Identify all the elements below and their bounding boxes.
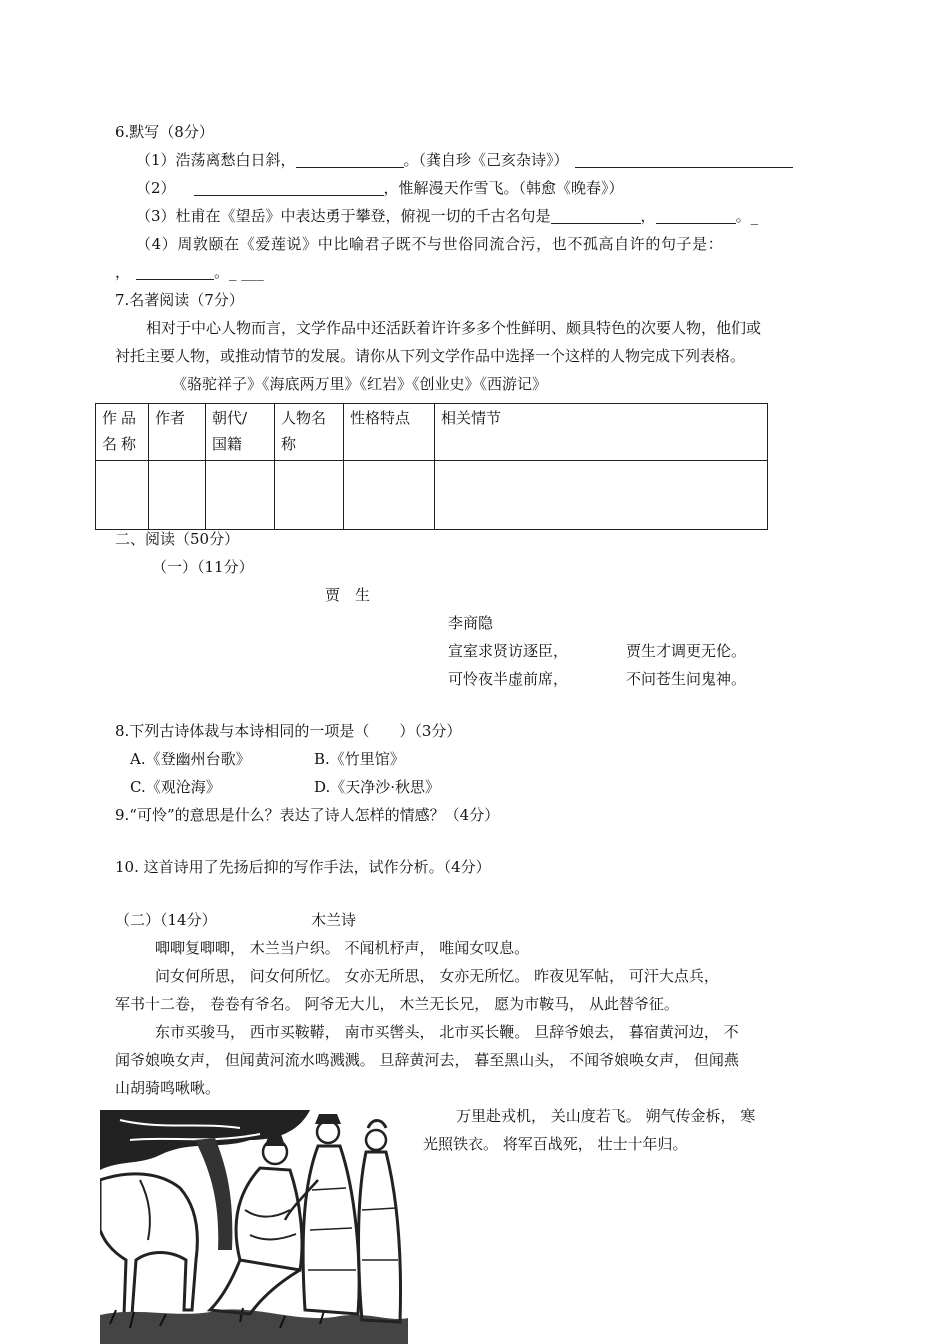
section2-title: 二、阅读（50分） [115, 530, 240, 548]
q6-line3-c: 。_ [735, 207, 759, 225]
q7-paragraph-1: 相对于中心人物而言，文学作品中还活跃着许许多多个性鲜明、颇具特色的次要人物，他们或 [146, 319, 762, 337]
poem-line-1b: 贾生才调更无伦。 [626, 642, 747, 660]
q6-blank-2[interactable] [575, 152, 793, 168]
table-header-row [96, 404, 768, 461]
q6-line5 [115, 262, 264, 282]
q6-blank-1[interactable] [296, 152, 404, 168]
q6-blank-3[interactable] [194, 180, 384, 196]
q6-line1-a: （1）浩荡离愁白日斜， [136, 151, 296, 169]
q8-option-a[interactable]: A.《登幽州台歌》 [130, 750, 251, 768]
q7-book-list: 《骆驼祥子》《海底两万里》《红岩》《创业史》《西游记》 [172, 375, 548, 393]
q6-line2-b: ，惟解漫天作雪飞。（韩愈《晚春》） [383, 179, 624, 197]
mulan-paragraph-2b: 军书十二卷， 卷卷有爷名。 阿爷无大儿， 木兰无长兄， 愿为市鞍马， 从此替爷征。 [115, 995, 679, 1013]
q7-paragraph-2: 衬托主要人物，或推动情节的发展。请你从下列文学作品中选择一个这样的人物完成下列表格。 [115, 347, 746, 365]
cell-work-name[interactable] [96, 461, 149, 530]
q8-option-d[interactable]: D.《天净沙·秋思》 [314, 778, 441, 796]
q6-line2 [136, 178, 624, 198]
q6-line4: （4）周敦颐在《爱莲说》中比喻君子既不与世俗同流合污，也不孤高自许的句子是： [136, 235, 724, 253]
q8-option-c[interactable]: C.《观沧海》 [130, 778, 221, 796]
q6-line3-b: ， [640, 207, 656, 225]
q6-line1-b: 。（龚自珍《己亥杂诗》） [403, 151, 569, 169]
cell-plot[interactable] [435, 461, 768, 530]
cell-personality[interactable] [344, 461, 435, 530]
mulan-paragraph-3a: 东市买骏马， 西市买鞍鞯， 南市买辔头， 北市买长鞭。 旦辞爷娘去， 暮宿黄河边， 不 [155, 1023, 739, 1041]
q6-title: 6.默写（8分） [115, 123, 214, 141]
mulan-paragraph-3c: 山胡骑鸣啾啾。 [115, 1079, 221, 1097]
cell-author[interactable] [149, 461, 206, 530]
q6-line5-a: ， [115, 263, 131, 281]
works-table [95, 403, 768, 530]
part2-poem-title: 木兰诗 [311, 911, 357, 929]
mulan-paragraph-1: 唧唧复唧唧， 木兰当户织。 不闻机杼声， 唯闻女叹息。 [155, 939, 530, 957]
header-author: 作者 [149, 404, 206, 461]
header-work-name: 作品 名称 [96, 404, 149, 461]
poem-line-1a: 宣室求贤访逐臣， [448, 642, 569, 660]
q6-line2-a: （2） [136, 179, 176, 197]
cell-dynasty-nationality[interactable] [206, 461, 275, 530]
header-character-name: 人物名 称 [275, 404, 344, 461]
poem-author: 李商隐 [448, 614, 494, 632]
q6-line5-b: 。_ ___ [214, 263, 264, 281]
poem-line-2b: 不问苍生问鬼神。 [626, 670, 747, 688]
cell-character-name[interactable] [275, 461, 344, 530]
illustration-drawing [100, 1110, 408, 1344]
mulan-paragraph-4b: 光照铁衣。 将军百战死， 壮士十年归。 [423, 1135, 688, 1153]
header-personality: 性格特点 [344, 404, 435, 461]
q6-blank-5[interactable] [656, 208, 736, 224]
q6-line3-a: （3）杜甫在《望岳》中表达勇于攀登，俯视一切的千古名句是 [136, 207, 551, 225]
q10-stem: 10. 这首诗用了先扬后抑的写作手法，试作分析。（4分） [115, 858, 491, 876]
part2-label: （二）（14分） [115, 911, 217, 929]
q8-option-b[interactable]: B.《竹里馆》 [314, 750, 405, 768]
poem-title: 贾 生 [325, 586, 371, 604]
table-row [96, 461, 768, 530]
q9-stem: 9.“可怜”的意思是什么？表达了诗人怎样的情感？（4分） [115, 806, 500, 824]
header-dynasty-nationality: 朝代/ 国籍 [206, 404, 275, 461]
mulan-paragraph-4a: 万里赴戎机， 关山度若飞。 朔气传金柝， 寒 [456, 1107, 756, 1125]
q8-stem: 8.下列古诗体裁与本诗相同的一项是（ ）（3分） [115, 722, 462, 740]
q6-blank-6[interactable] [136, 264, 214, 280]
q6-line1 [136, 150, 793, 170]
poem-line-2a: 可怜夜半虚前席， [448, 670, 569, 688]
header-plot: 相关情节 [435, 404, 768, 461]
mulan-illustration [100, 1110, 408, 1344]
mulan-paragraph-3b: 闻爷娘唤女声， 但闻黄河流水鸣溅溅。 旦辞黄河去， 暮至黑山头， 不闻爷娘唤女声， 但闻燕 [115, 1051, 739, 1069]
q7-title: 7.名著阅读（7分） [115, 291, 244, 309]
mulan-paragraph-2a: 问女何所思， 问女何所忆。 女亦无所思， 女亦无所忆。 昨夜见军帖， 可汗大点兵， [155, 967, 719, 985]
section2-part1-label: （一）（11分） [152, 558, 254, 576]
q6-blank-4[interactable] [551, 208, 641, 224]
q6-line3 [136, 206, 758, 226]
